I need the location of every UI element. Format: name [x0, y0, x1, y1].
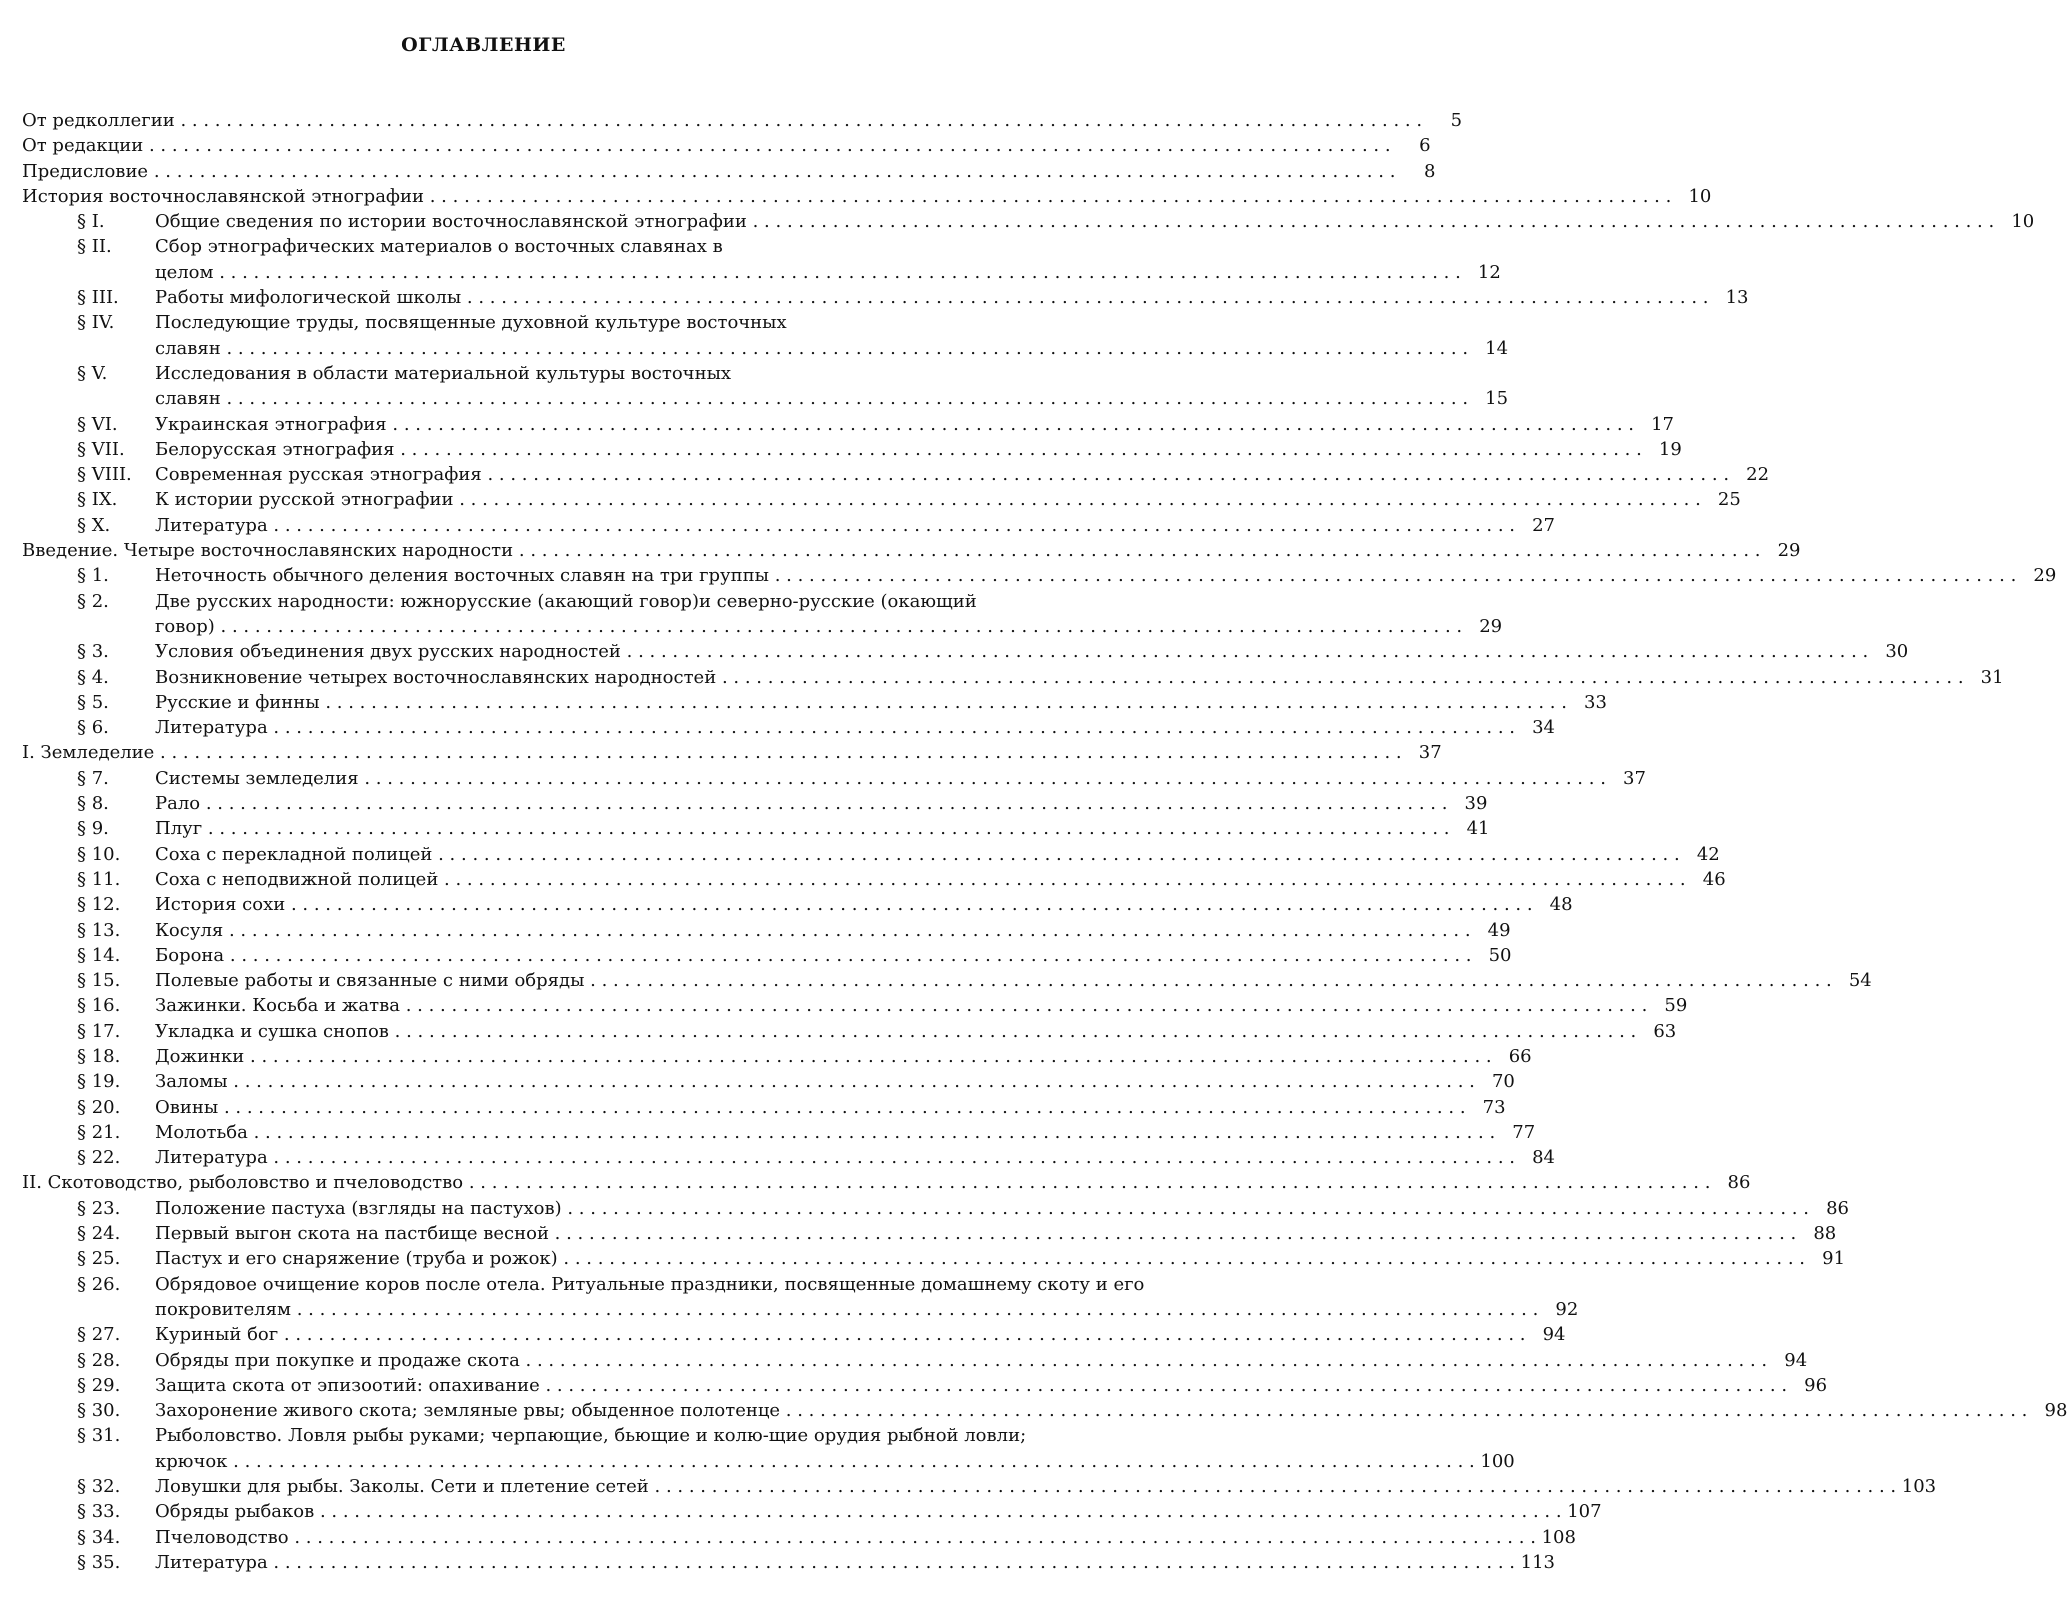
toc-entry-text	[77, 1221, 1796, 1246]
toc-entry	[22, 867, 1726, 892]
entry-label: Молотьба . . .	[155, 1122, 1495, 1143]
toc-entry-text	[22, 108, 1422, 133]
page-number: 34	[1532, 717, 1556, 739]
section-number: § 11.	[77, 868, 121, 890]
section-number: § 29.	[77, 1374, 121, 1396]
entry-label: Полевые работы и связанные с ними обряды . . .	[155, 970, 1832, 991]
toc-entry-text	[77, 285, 1709, 310]
page-number: 73	[1482, 1096, 1506, 1118]
entry-label: Белорусская этнография . . .	[155, 439, 1642, 460]
section-number: § 34.	[77, 1526, 121, 1548]
page-number: 66	[1508, 1045, 1532, 1067]
section-number: § 31.	[77, 1425, 121, 1447]
toc-entry-text	[77, 1272, 1538, 1323]
entry-label: Пастух и его снаряжение (труба и рожок) . . .	[155, 1248, 1805, 1269]
entry-label: Литература . . .	[155, 515, 1515, 536]
toc-entry-text	[77, 1348, 1767, 1373]
entry-label: Укладка и сушка снопов . . .	[155, 1021, 1636, 1042]
toc-entry-text	[77, 361, 1468, 412]
entry-label: Общие сведения по истории восточнославянской этнографии . . .	[155, 211, 1994, 232]
toc-entry	[22, 1221, 1837, 1246]
toc-entry	[22, 690, 1607, 715]
page-number: 41	[1466, 818, 1490, 840]
toc-entry-text	[77, 1423, 1475, 1474]
page-number: 96	[1804, 1374, 1828, 1396]
page-number: 39	[1464, 793, 1488, 815]
page-number: 8	[1423, 160, 1436, 182]
entry-label: История сохи . . .	[155, 894, 1533, 915]
toc-entry	[22, 1246, 1846, 1271]
page-number: 88	[1813, 1223, 1837, 1245]
entry-label: Исследования в области материальной культуры восточных славян . . .	[155, 363, 1468, 409]
toc-entry-text	[77, 892, 1533, 917]
page-number: 10	[2011, 211, 2035, 233]
toc-entry-text	[77, 1145, 1515, 1170]
toc-entry	[22, 1423, 1515, 1474]
page-number: 29	[2033, 565, 2057, 587]
toc-entry-text	[77, 791, 1447, 816]
toc-entry-text	[22, 159, 1395, 184]
page-title: ОГЛАВЛЕНИЕ	[401, 34, 566, 56]
page-number: 13	[1725, 287, 1749, 309]
toc-entry	[22, 1069, 1515, 1094]
toc-entry	[22, 462, 1770, 487]
entry-label: I. Земледелие . . .	[22, 742, 1402, 763]
entry-label: Последующие труды, посвященные духовной культуре восточных славян . . .	[155, 312, 1468, 358]
toc-entry-text	[77, 842, 1680, 867]
page-number: 108	[1541, 1526, 1576, 1548]
toc-entry-text	[77, 766, 1606, 791]
toc-entry-text	[77, 513, 1515, 538]
page-number: 19	[1658, 438, 1682, 460]
section-number: § 1.	[77, 565, 109, 587]
page-number: 27	[1532, 514, 1556, 536]
toc-entry	[22, 133, 1431, 158]
toc-entry-text	[77, 310, 1468, 361]
page-number: 17	[1651, 413, 1674, 435]
section-number: § 23.	[77, 1197, 121, 1219]
toc-entry	[22, 285, 1749, 310]
section-number: § 3.	[77, 641, 109, 663]
entry-label: Обряды рыбаков . . .	[155, 1501, 1562, 1522]
entry-label: Введение. Четыре восточнославянских народности . . .	[22, 540, 1760, 561]
entry-label: Рыболовство. Ловля рыбы руками; черпающие, бьющие и колю-щие орудия рыбной ловли; крючок . . .	[155, 1425, 1475, 1471]
entry-label: Захоронение живого скота; земляные рвы; обыденное полотенце . . .	[155, 1400, 2027, 1421]
toc-entry-text	[77, 412, 1634, 437]
section-number: § X.	[77, 514, 111, 536]
section-number: § IV.	[77, 312, 115, 334]
toc-entry-text	[77, 209, 1994, 234]
toc-entry	[22, 1474, 1937, 1499]
toc-entry-text	[77, 462, 1729, 487]
page-number: 15	[1485, 388, 1509, 410]
toc-entry-text	[77, 487, 1701, 512]
toc-entry-text	[22, 1170, 1710, 1195]
section-number: § 2.	[77, 590, 109, 612]
toc-entry-text	[77, 816, 1449, 841]
page-number: 29	[1479, 615, 1503, 637]
section-number: § 10.	[77, 843, 121, 865]
section-number: § 28.	[77, 1349, 121, 1371]
page-number: 49	[1487, 919, 1511, 941]
page-number: 113	[1520, 1551, 1556, 1573]
entry-label: Овины . . .	[155, 1097, 1466, 1118]
toc-entry	[22, 412, 1674, 437]
page-number: 98	[2044, 1400, 2067, 1422]
section-number: § 32.	[77, 1476, 121, 1498]
entry-label: Дожинки . . .	[155, 1046, 1492, 1067]
entry-label: Предисловие . . .	[22, 161, 1395, 182]
page-number: 103	[1901, 1476, 1937, 1498]
toc-entry	[22, 1095, 1506, 1120]
page-number: 94	[1784, 1349, 1808, 1371]
section-number: § 17.	[77, 1020, 121, 1042]
page-number: 6	[1419, 135, 1431, 157]
entry-label: Положение пастуха (взгляды на пастухов) . . .	[155, 1198, 1809, 1219]
section-number: § 8.	[77, 793, 109, 815]
section-number: § III.	[77, 287, 119, 309]
toc-entry-text	[77, 563, 2016, 588]
toc-entry-text	[77, 589, 1462, 640]
toc-entry	[22, 639, 1909, 664]
toc-entry	[22, 842, 1720, 867]
section-number: § IX.	[77, 489, 118, 511]
page-number: 54	[1848, 970, 1872, 992]
toc-entry	[22, 1019, 1677, 1044]
toc-entry	[22, 943, 1512, 968]
section-number: § 4.	[77, 666, 109, 688]
section-number: § V.	[77, 362, 108, 384]
page-number: 100	[1480, 1450, 1515, 1472]
page-number: 107	[1567, 1501, 1602, 1523]
toc-entry	[22, 563, 2057, 588]
page-number: 84	[1532, 1147, 1556, 1169]
entry-label: Плуг . . .	[155, 818, 1449, 839]
toc-entry	[22, 791, 1488, 816]
toc-entry-text	[77, 1019, 1636, 1044]
toc-entry	[22, 437, 1682, 462]
page-number: 31	[1980, 666, 2004, 688]
entry-label: Заломы . . .	[155, 1071, 1475, 1092]
toc-entry	[22, 892, 1573, 917]
toc-entry-text	[22, 740, 1402, 765]
page-number: 37	[1418, 742, 1442, 764]
toc-entry-text	[77, 1196, 1809, 1221]
toc-entry	[22, 1145, 1556, 1170]
page-number: 5	[1450, 110, 1463, 131]
entry-label: Обрядовое очищение коров после отела. Ритуальные праздники, посвященные домашнему скоту и его покровителям . . .	[155, 1274, 1538, 1320]
section-number: § 6.	[77, 717, 109, 739]
toc-entry-text	[77, 1095, 1466, 1120]
toc-entry	[22, 538, 1801, 563]
toc-entry-text	[77, 968, 1832, 993]
page-number: 86	[1826, 1197, 1849, 1219]
page-number: 42	[1696, 843, 1720, 865]
toc-entry	[22, 1196, 1849, 1221]
entry-label: Украинская этнография . . .	[155, 414, 1634, 435]
toc-entry-text	[77, 1322, 1526, 1347]
toc-entry-text	[77, 1069, 1475, 1094]
toc-entry	[22, 1550, 1556, 1575]
toc-entry	[22, 487, 1741, 512]
section-number: § 19.	[77, 1071, 121, 1093]
toc-entry	[22, 589, 1503, 640]
page-number: 50	[1488, 944, 1512, 966]
section-number: § 30.	[77, 1400, 121, 1422]
toc-entry	[22, 209, 2035, 234]
entry-label: II. Скотоводство, рыболовство и пчеловодство . . .	[22, 1172, 1710, 1193]
entry-label: Пчеловодство . . .	[155, 1527, 1536, 1548]
section-number: § 20.	[77, 1096, 121, 1118]
toc-entry	[22, 1272, 1579, 1323]
entry-label: Ловушки для рыбы. Заколы. Сети и плетение сетей . . .	[155, 1476, 1896, 1497]
section-number: § VIII.	[77, 464, 132, 486]
toc-entry	[22, 1120, 1536, 1145]
section-number: § 24.	[77, 1223, 121, 1245]
toc-entry	[22, 740, 1442, 765]
toc-entry	[22, 513, 1556, 538]
page-number: 10	[1688, 185, 1712, 207]
section-number: § 12.	[77, 894, 121, 916]
toc-entry-text	[77, 690, 1567, 715]
toc-entry	[22, 1499, 1602, 1524]
toc-entry-text	[22, 184, 1671, 209]
page-number: 46	[1702, 868, 1726, 890]
entry-label: Возникновение четырех восточнославянских народностей . . .	[155, 667, 1964, 688]
entry-label: Рало . . .	[155, 793, 1447, 814]
toc-entry	[22, 1373, 1828, 1398]
toc-entry-text	[77, 1246, 1805, 1271]
toc-entry	[22, 234, 1501, 285]
page-number: 29	[1777, 540, 1801, 562]
page-number: 63	[1653, 1020, 1677, 1042]
entry-label: История восточнославянской этнографии . . .	[22, 186, 1671, 207]
section-number: § 27.	[77, 1324, 121, 1346]
section-number: § 14.	[77, 944, 121, 966]
entry-label: Соха с перекладной полицей . . .	[155, 844, 1680, 865]
entry-label: Литература . . .	[155, 717, 1515, 738]
page-number: 33	[1584, 691, 1607, 713]
toc-entry-text	[77, 867, 1686, 892]
entry-label: Зажинки. Косьба и жатва . . .	[155, 995, 1647, 1016]
entry-label: Условия объединения двух русских народностей . . .	[155, 641, 1868, 662]
toc-entry-text	[77, 234, 1461, 285]
toc-entry-text	[77, 639, 1868, 664]
toc-entry	[22, 1525, 1576, 1550]
section-number: § 22.	[77, 1147, 121, 1169]
toc-entry-text	[77, 1550, 1515, 1575]
toc-entry	[22, 766, 1646, 791]
entry-label: Русские и финны . . .	[155, 692, 1567, 713]
section-number: § 9.	[77, 818, 109, 840]
section-number: § 13.	[77, 919, 121, 941]
toc-entry-text	[77, 437, 1642, 462]
toc-entry-text	[77, 715, 1515, 740]
page-number: 92	[1555, 1298, 1579, 1320]
toc-entry-text	[77, 1373, 1787, 1398]
toc-entry	[22, 968, 1872, 993]
entry-label: Литература . . .	[155, 1147, 1515, 1168]
entry-label: Две русских народности: южнорусские (акающий говор)и северно-русские (окающий говор) . . .	[155, 591, 1462, 637]
entry-label: Современная русская этнография . . .	[155, 464, 1729, 485]
page-number: 77	[1512, 1121, 1536, 1143]
entry-label: Неточность обычного деления восточных славян на три группы . . .	[155, 565, 2016, 586]
toc-entry	[22, 1348, 1808, 1373]
toc-entry	[22, 665, 2004, 690]
toc-entry	[22, 715, 1556, 740]
entry-label: Борона . . .	[155, 945, 1471, 966]
toc-entry-text	[22, 538, 1760, 563]
page-number: 94	[1542, 1324, 1566, 1346]
section-number: § 16.	[77, 995, 121, 1017]
page-number: 59	[1664, 995, 1688, 1017]
toc-entry	[22, 184, 1712, 209]
entry-label: Защита скота от эпизоотий: опахивание . . .	[155, 1375, 1787, 1396]
toc-entry	[22, 1044, 1532, 1069]
page-number: 48	[1549, 894, 1573, 916]
section-number: § 35.	[77, 1551, 121, 1573]
entry-label: От редакции . . .	[22, 135, 1391, 156]
section-number: § 15.	[77, 970, 121, 992]
section-number: § 21.	[77, 1121, 121, 1143]
section-number: § 26.	[77, 1273, 121, 1295]
entry-label: Куриный бог . . .	[155, 1324, 1526, 1345]
toc-entry-text	[77, 1474, 1896, 1499]
entry-label: Соха с неподвижной полицей . . .	[155, 869, 1686, 890]
page-number: 30	[1885, 641, 1909, 663]
section-number: § 18.	[77, 1045, 121, 1067]
page-number: 86	[1727, 1172, 1751, 1194]
section-number: § 7.	[77, 767, 109, 789]
toc-entry-text	[22, 133, 1391, 158]
toc-entry	[22, 361, 1509, 412]
section-number: § II.	[77, 236, 112, 258]
toc-entry	[22, 816, 1490, 841]
page-number: 22	[1746, 464, 1770, 486]
toc-entry-text	[77, 1499, 1562, 1524]
section-number: § VII.	[77, 438, 125, 460]
entry-label: Сбор этнографических материалов о восточных славянах в целом . . .	[155, 236, 1461, 282]
toc-entry-text	[77, 1044, 1492, 1069]
entry-label: Косуля . . .	[155, 920, 1471, 941]
table-of-contents	[22, 108, 2067, 1575]
toc-entry-text	[77, 1120, 1495, 1145]
section-number: § 33.	[77, 1501, 121, 1523]
toc-entry-text	[77, 665, 1964, 690]
entry-label: Обряды при покупке и продаже скота . . .	[155, 1350, 1767, 1371]
section-number: § I.	[77, 211, 105, 233]
toc-entry	[22, 993, 1688, 1018]
toc-entry-text	[77, 918, 1471, 943]
section-number: § 5.	[77, 691, 109, 713]
toc-entry-text	[77, 1525, 1536, 1550]
entry-label: К истории русской этнографии . . .	[155, 489, 1701, 510]
entry-label: Первый выгон скота на пастбище весной . . .	[155, 1223, 1796, 1244]
toc-entry	[22, 310, 1509, 361]
toc-entry	[22, 1398, 2067, 1423]
entry-label: Системы земледелия . . .	[155, 768, 1606, 789]
page-number: 70	[1491, 1071, 1515, 1093]
toc-entry-text	[77, 943, 1471, 968]
entry-label: Работы мифологической школы . . .	[155, 287, 1709, 308]
page-number: 12	[1477, 261, 1501, 283]
toc-entry-text	[77, 993, 1647, 1018]
toc-entry	[22, 1170, 1751, 1195]
page-number: 25	[1717, 489, 1741, 511]
toc-entry	[22, 1322, 1566, 1347]
page-number: 91	[1822, 1248, 1846, 1270]
section-number: § VI.	[77, 413, 118, 435]
toc-entry	[22, 108, 1463, 133]
toc-entry-text	[77, 1398, 2027, 1423]
entry-label: От редколлегии . . .	[22, 110, 1422, 131]
entry-label: Литература . . .	[155, 1552, 1515, 1573]
section-number: § 25.	[77, 1248, 121, 1270]
page-number: 14	[1485, 337, 1509, 359]
page-number: 37	[1623, 767, 1646, 789]
toc-entry	[22, 159, 1436, 184]
toc-entry	[22, 918, 1511, 943]
